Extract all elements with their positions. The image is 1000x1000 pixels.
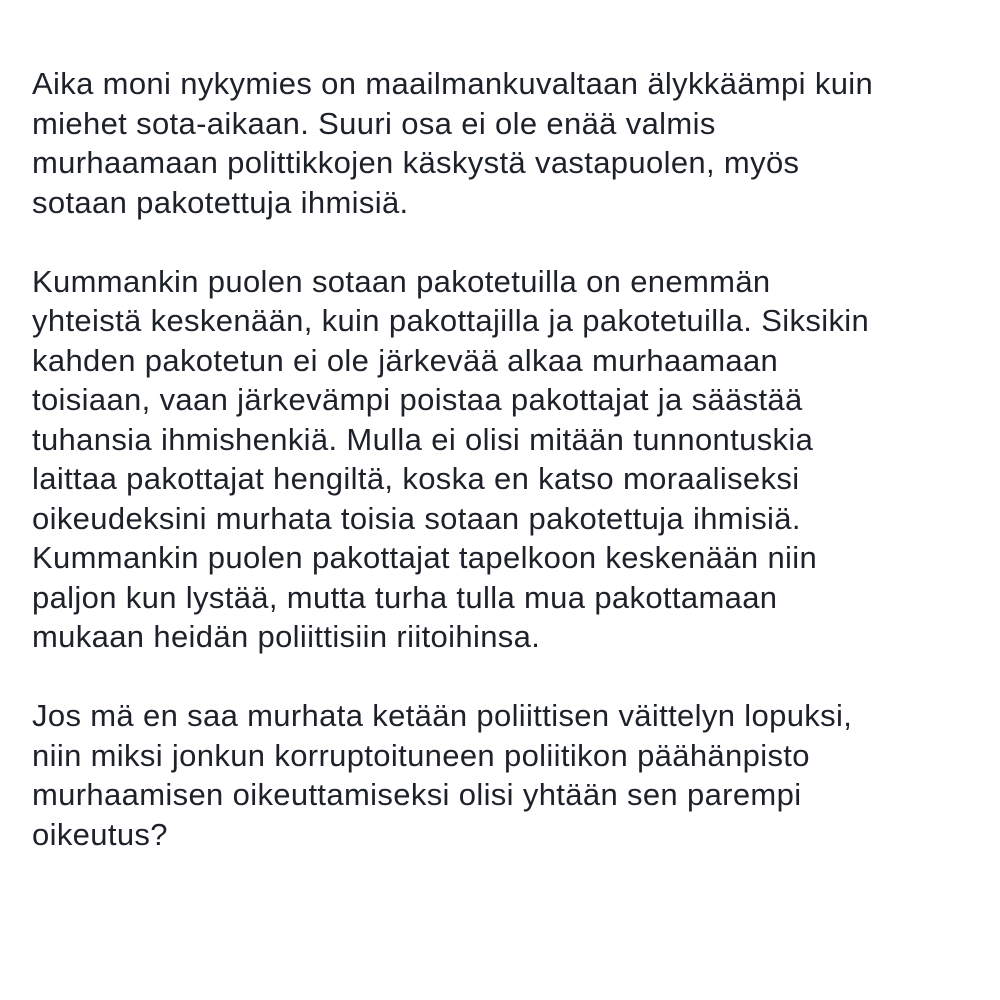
paragraph-3 <box>32 696 982 854</box>
text-line: niin miksi jonkun korruptoituneen poliitikon päähänpisto <box>32 737 810 773</box>
text-line: Kummankin puolen pakottajat tapelkoon keskenään niin <box>32 540 818 575</box>
text-line: Aika moni nykymies on maailmankuvaltaan älykkäämpi kuin <box>32 66 874 101</box>
text-line: murhaamisen oikeuttamiseksi olisi yhtään sen parempi <box>32 777 802 812</box>
text-line: laittaa pakottajat hengiltä, koska en katso moraaliseksi <box>32 461 800 496</box>
text-line: yhteistä keskenään, kuin pakottajilla ja pakotetuilla. Siksikin <box>32 303 870 338</box>
text-line: toisiaan, vaan järkevämpi poistaa pakottajat ja säästää <box>32 382 803 417</box>
text-line: murhaamaan polittikkojen käskystä vastapuolen, myös <box>32 145 800 180</box>
text-line: kahden pakotetun ei ole järkevää alkaa murhaamaan <box>32 342 779 378</box>
paragraph-1 <box>32 64 982 222</box>
text-line: mukaan heidän poliittisiin riitoihinsa. <box>32 619 541 654</box>
text-line: miehet sota-aikaan. Suuri osa ei ole enää valmis <box>32 105 716 141</box>
text-line: sotaan pakotettuja ihmisiä. <box>32 184 409 220</box>
text-line: oikeudeksini murhata toisia sotaan pakotettuja ihmisiä. <box>32 500 801 536</box>
text-line: paljon kun lystää, mutta turha tulla mua pakottamaan <box>32 579 778 615</box>
text-line: oikeutus? <box>32 816 168 852</box>
text-line: tuhansia ihmishenkiä. Mulla ei olisi mitään tunnontuskia <box>32 421 814 457</box>
post-text <box>32 64 982 854</box>
text-line: Jos mä en saa murhata ketään poliittisen väittelyn lopuksi, <box>32 698 853 733</box>
text-line: Kummankin puolen sotaan pakotetuilla on enemmän <box>32 263 771 299</box>
paragraph-2 <box>32 262 982 657</box>
